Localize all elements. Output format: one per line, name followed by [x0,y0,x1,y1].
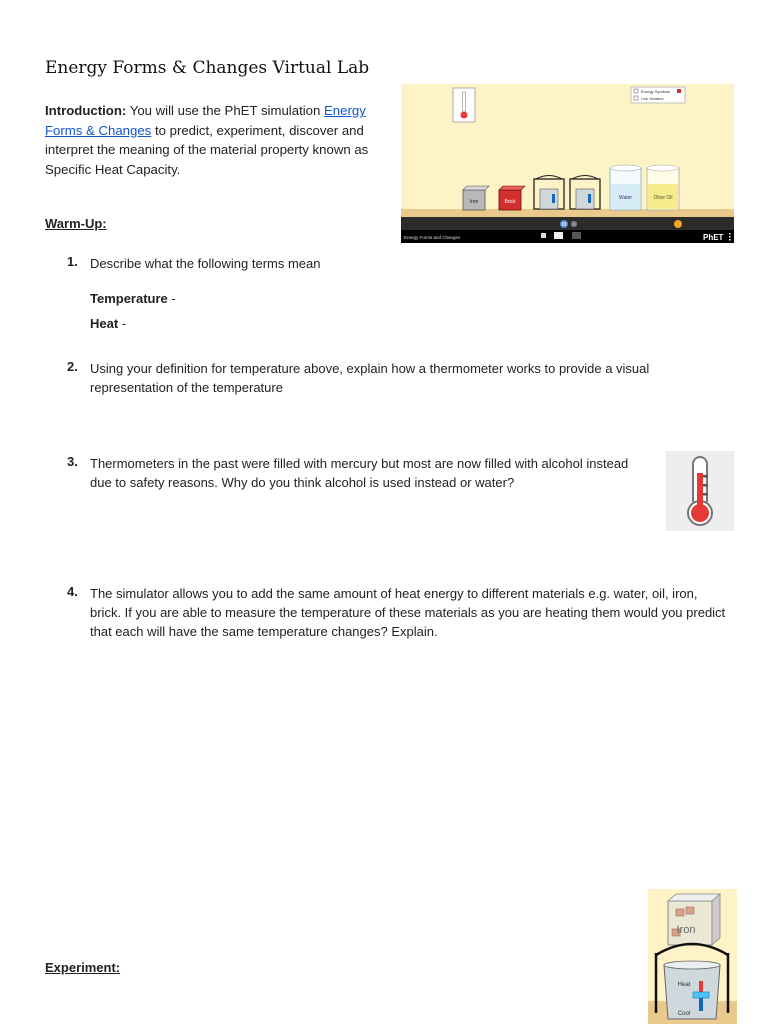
heat-term-suffix: - [118,316,127,331]
question-4-text: The simulator allows you to add the same amount of heat energy to different materials e.g. water, oil, iron, brick. If you are able to measure the temperature of these materials as you are heating them would you predict that each will have the same temperature changes? Explain. [90,586,726,639]
iron-figure-label: Iron [676,924,696,936]
question-3-text: Thermometers in the past were filled with mercury but most are now filled with alcohol instead due to safety reasons. Why do you think alcohol is used instead or water? [90,456,629,490]
sim-iron-label: Iron [469,199,479,205]
page-title: Energy Forms & Changes Virtual Lab [45,58,370,78]
screen-systems-icon[interactable] [572,232,581,239]
link-heaters-label: Link Heaters [641,96,664,101]
energy-symbols-label: Energy Symbols [641,89,671,94]
question-4-number: 4. [67,584,78,599]
introduction-text-after: to predict, experiment, discover and interpret the meaning of the material property known as Specific Heat Capacity. [45,122,369,177]
phet-logo: PhET [703,233,724,242]
introduction-label: Introduction: [45,103,127,118]
temperature-term-suffix: - [167,291,176,306]
heat-term [90,316,126,331]
iron-on-burner-image [648,889,737,1024]
heat-term-label: Heat [90,316,119,331]
question-3-number: 3. [67,454,78,469]
warm-up-heading: Warm-Up: [45,216,107,231]
cool-label: Cool [677,1011,691,1017]
link-heaters-checkbox[interactable] [634,96,638,100]
heat-slider-thumb[interactable] [693,992,709,998]
experiment-heading: Experiment: [45,960,121,975]
burner-bucket [664,965,720,1019]
introduction-paragraph [45,101,390,179]
sim-footer-title: Energy Forms and Changes [404,235,461,240]
question-1-text: Describe what the following terms mean [90,256,321,271]
screen-intro-icon[interactable] [554,232,563,239]
temperature-term-label: Temperature [90,291,168,306]
temperature-term [90,291,176,306]
thermometer-image [666,451,734,531]
sim-water-label: Water [618,195,633,201]
sim-olive-oil-label: Olive Oil [653,195,673,201]
energy-symbols-checkbox[interactable] [634,89,638,93]
home-icon[interactable] [541,233,546,238]
pause-button[interactable] [560,220,568,228]
question-2-number: 2. [67,359,78,374]
simulation-screenshot [401,84,734,243]
question-2-text: Using your definition for temperature above, explain how a thermometer works to provide a visual representation of the temperature [90,361,650,395]
sim-brick-label: Brick [504,199,516,205]
thermometer-icon [666,451,734,531]
energy-forms-link[interactable]: Energy Forms & Changes [45,103,366,138]
menu-icon[interactable] [729,233,731,235]
heat-label: Heat [677,982,691,988]
question-1-number: 1. [67,254,78,269]
step-button[interactable] [571,221,577,227]
reset-button[interactable] [674,220,682,228]
introduction-text-before: You will use the PhET simulation [126,103,324,118]
